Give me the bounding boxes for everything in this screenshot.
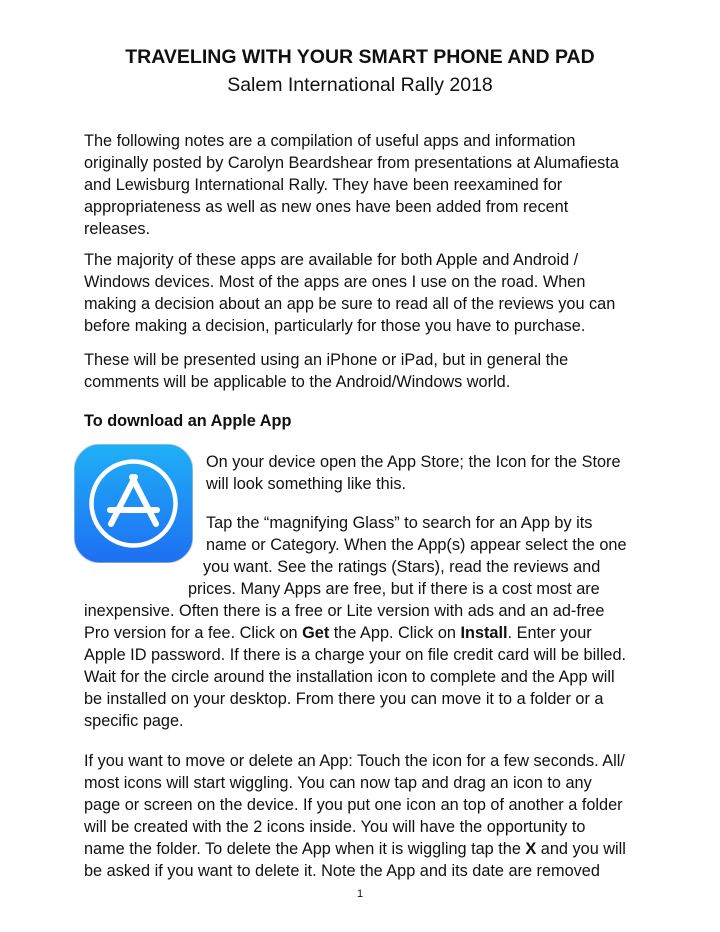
text-line: be asked if you want to delete it. Note the App and its date are removed xyxy=(84,862,600,880)
text-line: making a decision about an app be sure to read all of the reviews you can xyxy=(84,295,616,313)
text-line: Wait for the circle around the installation icon to complete and the App will xyxy=(84,668,615,686)
text-run: and you will xyxy=(536,840,626,858)
text-line: comments will be applicable to the Android/Windows world. xyxy=(84,373,511,391)
text-line: inexpensive. Often there is a free or Lite version with ads and an ad-free xyxy=(84,602,605,620)
text-line xyxy=(84,623,592,643)
text-line: specific page. xyxy=(84,712,184,730)
get-keyword: Get xyxy=(302,624,330,642)
text-line: name or Category. When the App(s) appear select the one xyxy=(206,536,627,554)
text-line xyxy=(84,839,626,859)
text-line: appropriateness as well as new ones have been added from recent xyxy=(84,198,569,216)
text-line: Apple ID password. If there is a charge your on file credit card will be billed. xyxy=(84,646,627,664)
page-number: 1 xyxy=(356,888,364,900)
text-line: releases. xyxy=(84,220,151,238)
text-line: If you want to move or delete an App: Touch the icon for a few seconds. All/ xyxy=(84,752,625,770)
install-keyword: Install xyxy=(460,624,508,642)
section-heading: To download an Apple App xyxy=(84,412,292,430)
text-run: name the folder. To delete the App when it is wiggling tap the xyxy=(84,840,526,858)
text-line: originally posted by Carolyn Beardshear from presentations at Alumafiesta xyxy=(84,154,619,172)
text-line: will look something like this. xyxy=(206,475,406,493)
text-line: before making a decision, particularly for those you have to purchase. xyxy=(84,317,586,335)
text-line: The following notes are a compilation of useful apps and information xyxy=(84,132,576,150)
text-line: will be created with the 2 icons inside. You will have the opportunity to xyxy=(84,818,586,836)
text-line: most icons will start wiggling. You can now tap and drag an icon to any xyxy=(84,774,592,792)
text-line: page or screen on the device. If you put one icon an top of another a folder xyxy=(84,796,623,814)
text-line: prices. Many Apps are free, but if there is a cost most are xyxy=(188,580,600,598)
text-run: . Enter your xyxy=(507,624,592,642)
app-store-icon xyxy=(74,444,193,563)
text-line: and Lewisburg International Rally. They have been reexamined for xyxy=(84,176,563,194)
document-subtitle: Salem International Rally 2018 xyxy=(227,74,493,96)
x-keyword: X xyxy=(525,840,537,858)
text-line: be installed on your desktop. From there you can move it to a folder or a xyxy=(84,690,604,708)
text-line: Tap the “magnifying Glass” to search for an App by its xyxy=(206,514,593,532)
text-run: the App. Click on xyxy=(329,624,461,642)
document-title: TRAVELING WITH YOUR SMART PHONE AND PAD xyxy=(125,46,595,68)
text-line: On your device open the App Store; the Icon for the Store xyxy=(206,453,621,471)
text-line: you want. See the ratings (Stars), read the reviews and xyxy=(203,558,601,576)
text-line: The majority of these apps are available for both Apple and Android / xyxy=(84,251,579,269)
text-line: These will be presented using an iPhone or iPad, but in general the xyxy=(84,351,569,369)
text-run: Pro version for a fee. Click on xyxy=(84,624,303,642)
text-line: Windows devices. Most of the apps are ones I use on the road. When xyxy=(84,273,586,291)
